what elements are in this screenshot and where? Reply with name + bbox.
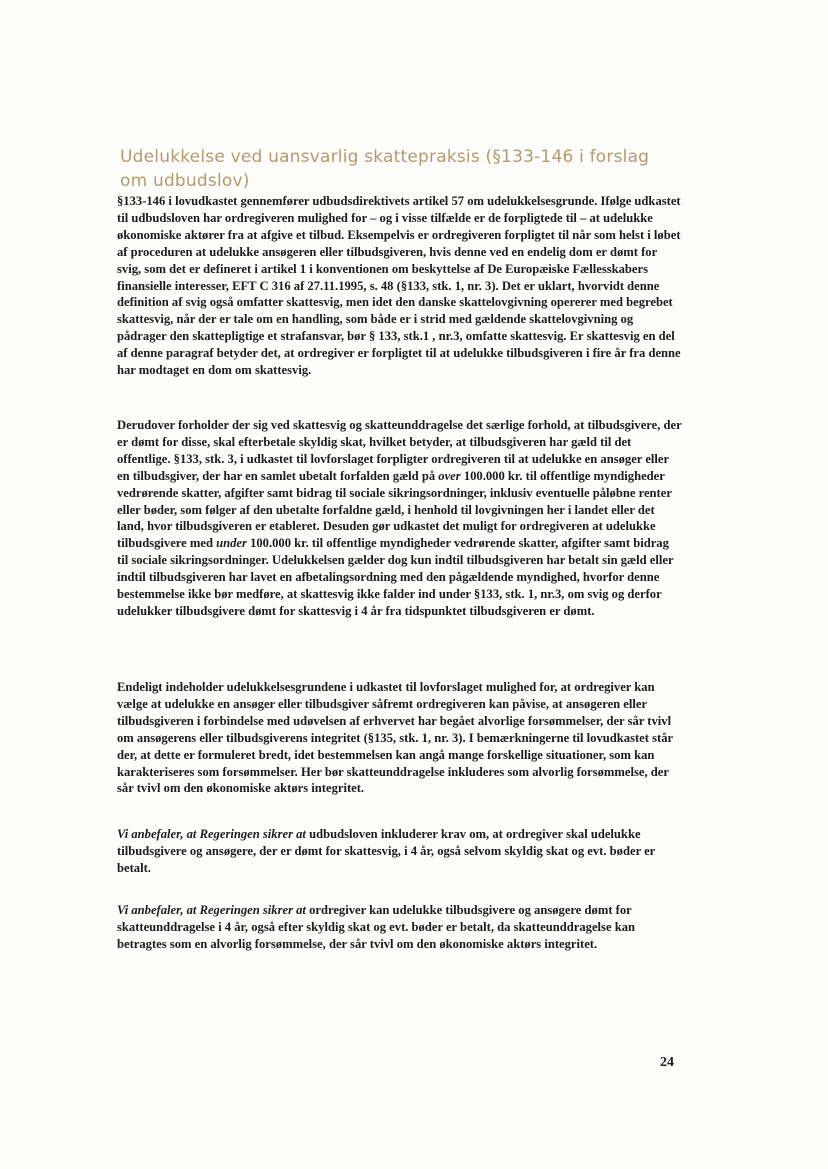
recommendation-2 <box>117 902 683 953</box>
page-number: 24 <box>660 1055 674 1070</box>
recommendation-2-text: ordregiver kan udelukke tilbudsgivere og ansøgere dømt for skatteunddragelse i 4 år, også efter skyldig skat og evt. bøder er betalt, da skatteunddragelse kan betragtes som en alvorlig forsømmelse, der sår tvivl om den økonomiske aktørs integritet. <box>117 903 635 951</box>
paragraph-2 <box>117 417 683 620</box>
paragraph-2-emphasis-over: over <box>438 468 461 483</box>
paragraph-2-text-a: Derudover forholder der sig ved skattesvig og skatteunddragelse det særlige forhold, at tilbudsgivere, der er dømt for disse, skal efterbetale skyldig skat, hvilket betyder, at tilbudsgiveren har gæld til det offentlige. §133, stk. 3, i udkastet til lovforslaget forpligter ordregiveren til at udelukke en ansøger eller en tilbudsgiver, der har en samlet ubetalt forfalden gæld på <box>117 418 682 483</box>
recommendation-1-text: udbudsloven inkluderer krav om, at ordregiver skal udelukke tilbudsgivere og ansøgere, der er dømt for skattesvig, i 4 år, også selvom skyldig skat og evt. bøder er betalt. <box>117 827 656 875</box>
paragraph-2-text-b: 100.000 kr. til offentlige myndigheder vedrørende skatter, afgifter samt bidrag til sociale sikringsordninger, inklusiv eventuelle påløbne renter eller bøder, som følger af den ubetalte forfaldne gæld, i henhold til lovgivningen her i landet eller det land, hvor tilbudsgiveren er etableret. Desuden gør udkastet det muligt for ordregiveren at udelukke tilbudsgivere med <box>117 468 672 551</box>
recommendation-1 <box>117 826 683 877</box>
paragraph-1: §133-146 i lovudkastet gennemfører udbudsdirektivets artikel 57 om udelukkelsesgrunde. Ifølge udkastet til udbudsloven har ordregiveren mulighed for – og i visse tilfælde er de forpligtede til – at udelukke økonomiske aktører fra at afgive et tilbud. Eksempelvis er ordregiveren forpligtet til når som helst i løbet af proceduren at udelukke ansøgeren eller tilbudsgiveren, hvis denne ved en endelig dom er dømt for svig, som det er defineret i artikel 1 i konventionen om beskyttelse af De Europæiske Fællesskabers finansielle interesser, EFT C 316 af 27.11.1995, s. 48 (§133, stk. 1, nr. 3). Det er uklart, hvorvidt denne definition af svig også omfatter skattesvig, men idet den danske skattelovgivning opererer med begrebet skattesvig, når der er tale om en handling, som både er i strid med gældende skattelovgivning og pådrager den skattepligtige et strafansvar, bør § 133, stk.1 , nr.3, omfatte skattesvig. Er skattesvig en del af denne paragraf betyder det, at ordregiver er forpligtet til at udelukke tilbudsgiveren i fire år fra denne har modtaget en dom om skattesvig. <box>117 194 681 378</box>
paragraph-3: Endeligt indeholder udelukkelsesgrundene i udkastet til lovforslaget mulighed for, at ordregiver kan vælge at udelukke en ansøger eller tilbudsgiver såfremt ordregiveren kan påvise, at ansøgeren eller tilbudsgiveren i forbindelse med udøvelsen af erhvervet har begået alvorlige forsømmelser, der sår tvivl om ansøgerens eller tilbudsgiverens integritet (§135, stk. 1, nr. 3). I bemærkningerne til lovudkastet står der, at dette er formuleret bredt, idet bestemmelsen kan angå mange forskellige situationer, som kan karakteriseres som forsømmelser. Her bør skatteunddragelse inkluderes som alvorlig forsømmelse, der sår tvivl om den økonomiske aktørs integritet. <box>117 680 673 796</box>
recommendation-2-lead: Vi anbefaler, at Regeringen sikrer at <box>117 903 306 917</box>
paragraph-2-emphasis-under: under <box>216 536 247 551</box>
recommendation-1-lead: Vi anbefaler, at Regeringen sikrer at <box>117 827 306 841</box>
section-heading: Udelukkelse ved uansvarlig skattepraksis (§133-146 i forslag om udbudslov) <box>120 147 650 191</box>
paragraph-2-text-c: 100.000 kr. til offentlige myndigheder vedrørende skatter, afgifter samt bidrag til sociale sikringsordninger. Udelukkelsen gælder dog kun indtil tilbudsgiveren har betalt sin gæld eller indtil tilbudsgiveren har lavet en afbetalingsordning med den pågældende myndighed, hvorfor denne bestemmelse ikke bør medføre, at skattesvig ikke falder ind under §133, stk. 1, nr.3, om svig og derfor udelukker tilbudsgivere dømt for skattesvig i 4 år fra tidspunktet tilbudsgiveren er dømt. <box>117 536 674 618</box>
